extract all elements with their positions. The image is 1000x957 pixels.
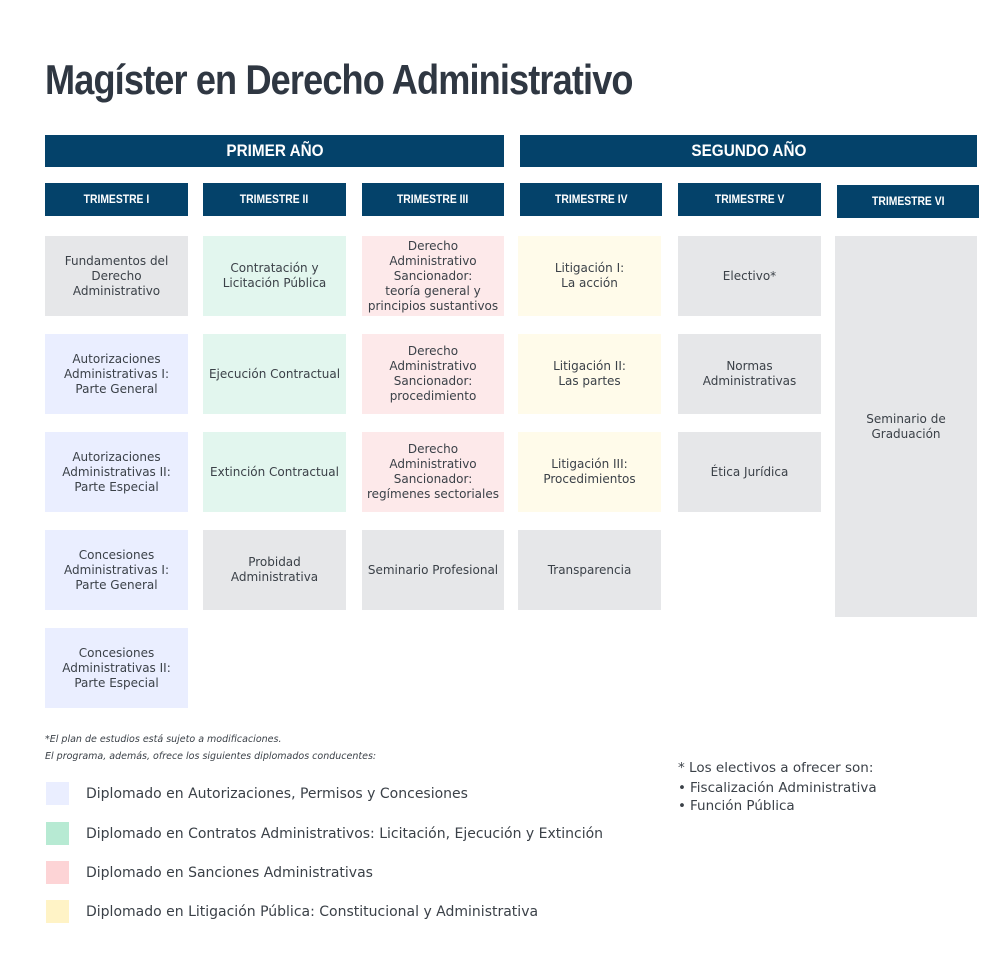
- legend-swatch: [46, 822, 69, 845]
- legend-swatch: [46, 861, 69, 884]
- course-cell: Fundamentos del Derecho Administrativo: [45, 236, 188, 316]
- course-cell: Derecho Administrativo Sancionador: regímenes sectoriales: [362, 432, 504, 512]
- trimester-header-6-label: TRIMESTRE VI: [871, 195, 945, 208]
- course-cell: Contratación y Licitación Pública: [203, 236, 346, 316]
- course-cell: Probidad Administrativa: [203, 530, 346, 610]
- course-cell: Concesiones Administrativas II: Parte Especial: [45, 628, 188, 708]
- course-cell: Electivo*: [678, 236, 821, 316]
- elective-item: • Función Pública: [678, 797, 877, 815]
- trimester-header-1: [45, 183, 188, 216]
- legend-item: [46, 861, 373, 884]
- legend-item: [46, 900, 538, 923]
- page-title: Magíster en Derecho Administrativo: [45, 56, 633, 103]
- course-cell: Autorizaciones Administrativas I: Parte General: [45, 334, 188, 414]
- legend-label: Diplomado en Autorizaciones, Permisos y Concesiones: [86, 785, 468, 802]
- footnote-program: El programa, además, ofrece los siguientes diplomados conducentes:: [45, 751, 377, 762]
- legend-swatch: [46, 782, 69, 805]
- course-cell: Normas Administrativas: [678, 334, 821, 414]
- trimester-header-3: [362, 183, 504, 216]
- trimester-header-6: [837, 185, 979, 218]
- course-cell: Derecho Administrativo Sancionador: teoría general y principios sustantivos: [362, 236, 504, 316]
- trimester-header-1-label: TRIMESTRE I: [83, 193, 150, 206]
- trimester-header-4-label: TRIMESTRE IV: [554, 193, 628, 206]
- course-cell-graduation-seminar: Seminario de Graduación: [835, 236, 977, 617]
- course-cell: Litigación I: La acción: [518, 236, 661, 316]
- course-cell: Litigación III: Procedimientos: [518, 432, 661, 512]
- course-cell: Ejecución Contractual: [203, 334, 346, 414]
- year-header-first: [45, 135, 504, 167]
- trimester-header-4: [520, 183, 662, 216]
- legend-label: Diplomado en Contratos Administrativos: Licitación, Ejecución y Extinción: [86, 825, 604, 842]
- electives-heading: * Los electivos a ofrecer son:: [678, 760, 874, 776]
- legend-item: [46, 782, 468, 805]
- trimester-header-2: [203, 183, 346, 216]
- electives-list: [678, 779, 877, 815]
- elective-item: • Fiscalización Administrativa: [678, 779, 877, 797]
- year-header-second-label: SEGUNDO AÑO: [690, 141, 807, 160]
- year-header-first-label: PRIMER AÑO: [225, 141, 324, 160]
- course-cell: Autorizaciones Administrativas II: Parte Especial: [45, 432, 188, 512]
- legend-item: [46, 822, 603, 845]
- course-cell: Transparencia: [518, 530, 661, 610]
- course-cell: Ética Jurídica: [678, 432, 821, 512]
- footnote-plan: *El plan de estudios está sujeto a modificaciones.: [45, 734, 282, 745]
- legend-swatch: [46, 900, 69, 923]
- course-cell: Seminario Profesional: [362, 530, 504, 610]
- legend-label: Diplomado en Sanciones Administrativas: [86, 864, 373, 881]
- course-cell: Extinción Contractual: [203, 432, 346, 512]
- trimester-header-5: [678, 183, 821, 216]
- legend-label: Diplomado en Litigación Pública: Constitucional y Administrativa: [86, 903, 539, 920]
- trimester-header-2-label: TRIMESTRE II: [240, 193, 309, 206]
- electives-note: [678, 759, 877, 815]
- course-cell: Concesiones Administrativas I: Parte General: [45, 530, 188, 610]
- course-cell: Derecho Administrativo Sancionador: procedimiento: [362, 334, 504, 414]
- trimester-header-5-label: TRIMESTRE V: [714, 193, 785, 206]
- trimester-header-3-label: TRIMESTRE III: [397, 193, 469, 206]
- year-header-second: [520, 135, 977, 167]
- course-cell: Litigación II: Las partes: [518, 334, 661, 414]
